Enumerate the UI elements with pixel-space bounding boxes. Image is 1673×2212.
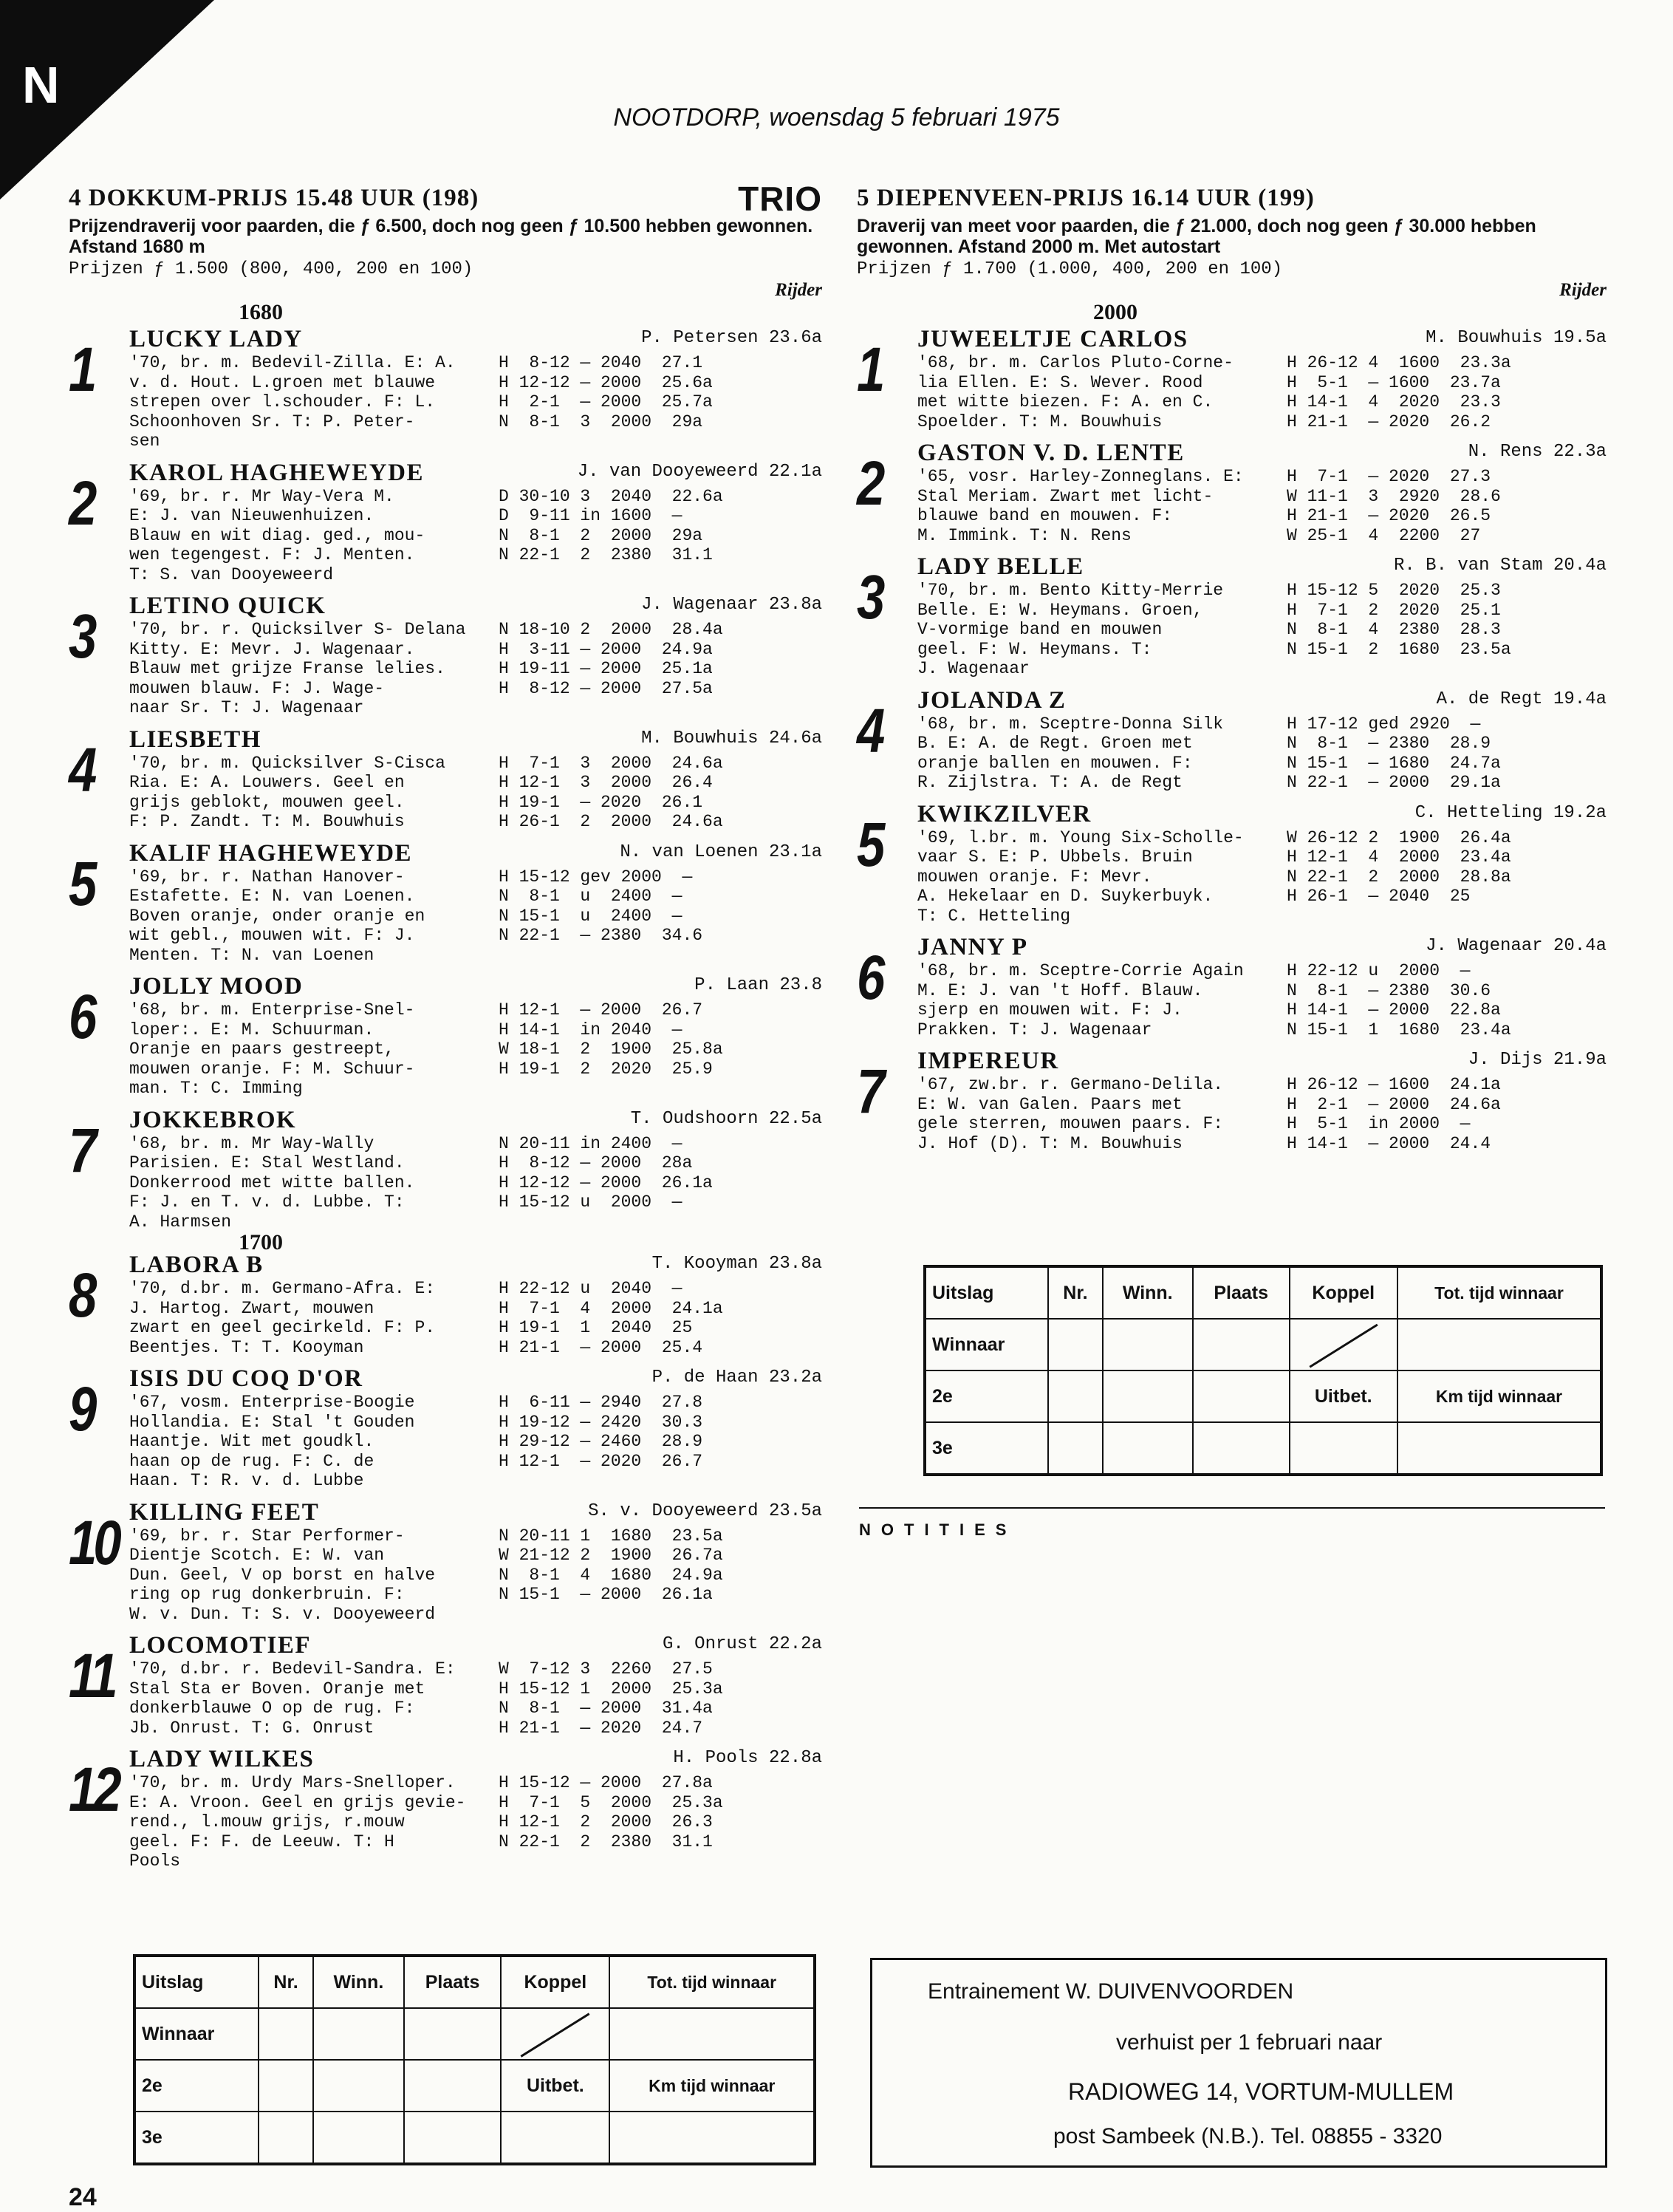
horse-name: LADY BELLE	[917, 553, 1084, 580]
horse-entry	[857, 439, 1607, 545]
horse-results: H 15-12 gev 2000 — N 8-1 u 2400 — N 15-1 u 2400 — N 22-1 — 2380 34.6	[499, 867, 703, 945]
cell	[404, 2112, 501, 2164]
horse-header	[129, 1631, 822, 1659]
horse-header	[129, 459, 822, 487]
horse-name: LABORA B	[129, 1252, 264, 1278]
horse-header	[129, 972, 822, 1000]
header-tot-tijd: Tot. tijd winnaar	[1397, 1266, 1601, 1319]
race-title	[69, 180, 822, 218]
horse-entry	[69, 325, 822, 451]
horse-results: H 7-1 3 2000 24.6a H 12-1 3 2000 26.4 H 19-1 — 2020 26.1 H 26-1 2 2000 24.6a	[499, 753, 723, 831]
horse-description: '69, br. r. Nathan Hanover- Estafette. E: N. van Loenen. Boven oranje, onder oranje en wit gebl., mouwen wit. F: J. Menten. T: N. van Loenen	[129, 867, 425, 965]
horse-number: 3	[857, 562, 882, 632]
horse-results: H 17-12 ged 2920 — N 8-1 — 2380 28.9 N 15-1 — 1680 24.7a N 22-1 — 2000 29.1a	[1287, 714, 1501, 792]
horse-body	[917, 714, 1607, 793]
horse-header	[917, 933, 1607, 961]
result-table-race-5	[923, 1265, 1603, 1476]
horse-rider: S. v. Dooyeweerd 23.5a	[588, 1501, 822, 1521]
horse-description: '70, d.br. m. Germano-Afra. E: J. Hartog. Zwart, mouwen zwart en geel gecirkeld. F: P. Beentjes. T: T. Kooyman	[129, 1279, 436, 1357]
horse-rider: M. Bouwhuis 24.6a	[641, 728, 822, 748]
horse-rider: G. Onrust 22.2a	[662, 1634, 822, 1654]
horse-description: '70, br. r. Quicksilver S- Delana Kitty. E: Mevr. J. Wagenaar. Blauw met grijze Franse lelies. mouwen blauw. F: J. Wage- naar Sr. T: J. Wagenaar	[129, 620, 466, 717]
horse-entry	[857, 800, 1607, 926]
horse-results: D 30-10 3 2040 22.6a D 9-11 in 1600 — N 8-1 2 2000 29a N 22-1 2 2380 31.1	[499, 486, 723, 564]
horse-results: H 26-12 4 1600 23.3a H 5-1 — 1600 23.7a H 14-1 4 2020 23.3 H 21-1 — 2020 26.2	[1287, 353, 1511, 431]
header-plaats: Plaats	[1193, 1266, 1290, 1319]
horse-description: '67, zw.br. r. Germano-Delila. E: W. van Galen. Paars met gele sterren, mouwen paars. F: J. Hof (D). T: M. Bouwhuis	[917, 1075, 1224, 1153]
race-4-column	[69, 180, 822, 1879]
horse-number: 5	[69, 848, 94, 918]
horse-name: IMPEREUR	[917, 1048, 1059, 1074]
horse-header	[129, 1745, 822, 1773]
horse-number: 6	[857, 943, 882, 1012]
uitbet-label: Uitbet.	[501, 2060, 609, 2112]
horse-number: 1	[857, 335, 882, 404]
horse-name: LADY WILKES	[129, 1746, 315, 1772]
race-conditions: Draverij van meet voor paarden, die ƒ 21.000, doch nog geen ƒ 30.000 hebben gewonnen. Afstand 2000 m. Met autostart	[857, 216, 1536, 257]
horse-number: 1	[69, 335, 94, 404]
horse-description: '70, d.br. r. Bedevil-Sandra. E: Stal Sta er Boven. Oranje met donkerblauwe O op de rug. F: Jb. Onrust. T: G. Onrust	[129, 1659, 456, 1738]
horse-results: H 22-12 u 2040 — H 7-1 4 2000 24.1a H 19-1 1 2040 25 H 21-1 — 2000 25.4	[499, 1279, 723, 1357]
horse-description: '68, br. m. Carlos Pluto-Corne- lia Ellen. E: S. Wever. Rood met witte biezen. F: A. en C. Spoelder. T: M. Bouwhuis	[917, 353, 1234, 431]
horse-body	[917, 828, 1607, 926]
horse-number: 2	[69, 468, 94, 538]
horse-header	[129, 1106, 822, 1134]
horse-body	[129, 754, 822, 832]
ad-line-3: RADIOWEG 14, VORTUM-MULLEM	[1068, 2078, 1454, 2105]
header-plaats: Plaats	[404, 1956, 501, 2008]
horse-body	[129, 1134, 822, 1232]
header-tot-tijd: Tot. tijd winnaar	[609, 1956, 815, 2008]
horse-rider: N. Rens 22.3a	[1468, 442, 1607, 462]
horse-description: '67, vosm. Enterprise-Boogie Hollandia. E: Stal 't Gouden Haantje. Wit met goudkl. haan op de rug. F: C. de Haan. T: R. v. d. Lubbe	[129, 1393, 415, 1490]
horse-body	[917, 467, 1607, 545]
section-letter: N	[22, 56, 60, 114]
horse-results: N 18-10 2 2000 28.4a H 3-11 — 2000 24.9a H 19-11 — 2000 25.1a H 8-12 — 2000 27.5a	[499, 620, 723, 698]
row-winnaar: Winnaar	[134, 2008, 259, 2060]
horse-header	[917, 439, 1607, 467]
cell	[1103, 1319, 1193, 1370]
cell	[609, 2112, 815, 2164]
row-3e: 3e	[134, 2112, 259, 2164]
race-prizes: Prijzen ƒ 1.700 (1.000, 400, 200 en 100)	[857, 259, 1283, 279]
horse-body	[129, 867, 822, 966]
horse-entry	[857, 553, 1607, 679]
horse-rider: J. Wagenaar 23.8a	[641, 595, 822, 615]
horse-body	[129, 1773, 822, 1871]
distance-label: 2000	[1093, 300, 1137, 324]
horse-rider: H. Pools 22.8a	[673, 1748, 822, 1768]
horse-rider: J. Wagenaar 20.4a	[1426, 936, 1607, 956]
rijder-label: Rijder	[775, 280, 822, 300]
horse-description: '70, br. m. Urdy Mars-Snelloper. E: A. Vroon. Geel en grijs gevie- rend., l.mouw grijs, r.mouw geel. F: F. de Leeuw. T: H Pools	[129, 1773, 466, 1871]
cell	[313, 2008, 404, 2060]
horse-results: N 20-11 in 2400 — H 8-12 — 2000 28a H 12-12 — 2000 26.1a H 15-12 u 2000 —	[499, 1133, 713, 1212]
horse-rider: P. de Haan 23.2a	[651, 1368, 822, 1387]
horse-name: JANNY P	[917, 934, 1028, 960]
horse-body	[917, 961, 1607, 1040]
horse-list	[857, 325, 1607, 1153]
page-number: 24	[69, 2183, 97, 2211]
header-winn: Winn.	[1103, 1266, 1193, 1319]
race-title	[857, 185, 1607, 216]
horse-header	[129, 1498, 822, 1526]
horse-number: 4	[69, 734, 94, 805]
cell	[1397, 1422, 1601, 1475]
ad-line-1: Entrainement W. DUIVENVOORDEN	[928, 1979, 1294, 2004]
page-header: NOOTDORP, woensdag 5 februari 1975	[613, 103, 1060, 132]
horse-header	[129, 839, 822, 867]
horse-number: 3	[69, 601, 94, 671]
horse-header	[917, 553, 1607, 581]
horse-entry	[857, 1047, 1607, 1153]
row-2e: 2e	[925, 1370, 1048, 1422]
horse-header	[917, 686, 1607, 714]
horse-body	[129, 487, 822, 585]
horse-number: 11	[69, 1641, 114, 1710]
horse-body	[129, 1659, 822, 1738]
race-5-column	[857, 185, 1607, 1161]
horse-results: H 7-1 — 2020 27.3 W 11-1 3 2920 28.6 H 21-1 — 2020 26.5 W 25-1 4 2200 27	[1287, 467, 1501, 545]
notities-label: NOTITIES	[859, 1520, 1017, 1539]
trio-badge: TRIO	[738, 180, 822, 218]
row-winnaar: Winnaar	[925, 1319, 1048, 1370]
horse-name: KILLING FEET	[129, 1498, 320, 1526]
horse-number: 5	[857, 809, 882, 879]
horse-entry	[69, 1106, 822, 1232]
horse-number: 9	[69, 1374, 94, 1444]
horse-name: JOKKEBROK	[129, 1106, 297, 1133]
horse-rider: C. Hetteling 19.2a	[1414, 802, 1607, 823]
cell	[1048, 1370, 1102, 1422]
horse-entry	[69, 972, 822, 1099]
horse-results: H 15-12 — 2000 27.8a H 7-1 5 2000 25.3a H 12-1 2 2000 26.3 N 22-1 2 2380 31.1	[499, 1773, 723, 1851]
horse-description: '65, vosr. Harley-Zonneglans. E: Stal Meriam. Zwart met licht- blauwe band en mouwen. F: M. Immink. T: N. Rens	[917, 467, 1244, 545]
horse-body	[129, 1526, 822, 1625]
horse-description: '70, br. m. Bedevil-Zilla. E: A. v. d. Hout. L.groen met blauwe strepen over l.schouder. F: L. Schoonhoven Sr. T: P. Peter- sen	[129, 353, 456, 451]
horse-body	[129, 353, 822, 451]
cell	[501, 2112, 609, 2164]
cell	[1048, 1319, 1102, 1370]
cell	[1193, 1422, 1290, 1475]
horse-entry	[69, 1631, 822, 1738]
horse-header	[129, 726, 822, 754]
horse-description: '68, br. m. Enterprise-Snel- loper:. E: M. Schuurman. Oranje en paars gestreept, mouwen oranje. F: M. Schuur- man. T: C. Imming	[129, 1000, 415, 1098]
horse-name: LOCOMOTIEF	[129, 1632, 312, 1659]
ad-line-2: verhuist per 1 februari naar	[1116, 2030, 1383, 2055]
header-uitslag: Uitslag	[925, 1266, 1048, 1319]
horse-entry	[69, 459, 822, 585]
horse-results: H 22-12 u 2000 — N 8-1 — 2380 30.6 H 14-1 — 2000 22.8a N 15-1 1 1680 23.4a	[1287, 961, 1511, 1040]
horse-number: 8	[69, 1260, 94, 1330]
horse-name: JOLLY MOOD	[129, 973, 304, 1000]
notities-rule	[859, 1507, 1605, 1509]
cell-crossed	[501, 2008, 609, 2060]
cell	[259, 2008, 313, 2060]
horse-entry	[69, 592, 822, 718]
horse-results: H 15-12 5 2020 25.3 H 7-1 2 2020 25.1 N 8-1 4 2380 28.3 N 15-1 2 1680 23.5a	[1287, 581, 1511, 659]
race-title-text: 5 DIEPENVEEN-PRIJS 16.14 UUR (199)	[857, 185, 1315, 211]
cell	[1290, 1422, 1397, 1475]
cell	[1397, 1319, 1601, 1370]
uitbet-label: Uitbet.	[1290, 1370, 1397, 1422]
horse-body	[129, 1000, 822, 1099]
horse-header	[129, 592, 822, 620]
horse-entry	[69, 726, 822, 832]
horse-name: LIESBETH	[129, 726, 261, 753]
advertisement-box	[870, 1958, 1607, 2168]
horse-name: KAROL HAGHEWEYDE	[129, 459, 424, 486]
horse-body	[129, 620, 822, 718]
result-table-race-4	[133, 1954, 816, 2165]
horse-entry	[69, 1498, 822, 1625]
header-winn: Winn.	[313, 1956, 404, 2008]
horse-results: W 7-12 3 2260 27.5 H 15-12 1 2000 25.3a N 8-1 — 2000 31.4a H 21-1 — 2020 24.7	[499, 1659, 723, 1738]
horse-list	[69, 325, 822, 1871]
horse-name: KALIF HAGHEWEYDE	[129, 839, 413, 867]
horse-number: 2	[857, 448, 882, 518]
horse-rider: R. B. van Stam 20.4a	[1393, 556, 1607, 576]
horse-rider: N. van Loenen 23.1a	[620, 842, 822, 862]
horse-description: '69, br. r. Mr Way-Vera M. E: J. van Nieuwenhuizen. Blauw en wit diag. ged., mou- wen tegengest. F: J. Menten. T: S. van Dooyeweerd	[129, 486, 425, 584]
horse-description: '68, br. m. Sceptre-Corrie Again M. E: J. van 't Hoff. Blauw. sjerp en mouwen wit. F: J. Prakken. T: J. Wagenaar	[917, 961, 1244, 1040]
cell-crossed	[1290, 1319, 1397, 1370]
horse-rider: P. Laan 23.8	[694, 975, 822, 995]
horse-results: H 8-12 — 2040 27.1 H 12-12 — 2000 25.6a H 2-1 — 2000 25.7a N 8-1 3 2000 29a	[499, 353, 713, 431]
horse-body	[129, 1393, 822, 1491]
cell	[404, 2060, 501, 2112]
horse-rider: A. de Regt 19.4a	[1436, 689, 1607, 709]
horse-entry	[69, 839, 822, 966]
horse-description: '69, l.br. m. Young Six-Scholle- vaar S. E: P. Ubbels. Bruin mouwen oranje. F: Mevr. A. Hekelaar en D. Suykerbuyk. T: C. Hetteling	[917, 827, 1244, 926]
row-3e: 3e	[925, 1422, 1048, 1475]
header-nr: Nr.	[1048, 1266, 1102, 1319]
horse-body	[129, 1279, 822, 1357]
km-tijd-label: Km tijd winnaar	[1397, 1370, 1601, 1422]
horse-description: '70, br. m. Quicksilver S-Cisca Ria. E: A. Louwers. Geel en grijs geblokt, mouwen geel. F: P. Zandt. T: M. Bouwhuis	[129, 753, 445, 831]
horse-header	[917, 325, 1607, 353]
horse-body	[917, 1075, 1607, 1153]
cell	[259, 2112, 313, 2164]
horse-number: 4	[857, 695, 882, 765]
cell	[1103, 1422, 1193, 1475]
horse-body	[917, 353, 1607, 431]
cell	[313, 2112, 404, 2164]
header-uitslag: Uitslag	[134, 1956, 259, 2008]
race-prizes: Prijzen ƒ 1.500 (800, 400, 200 en 100)	[69, 259, 473, 279]
horse-rider: P. Petersen 23.6a	[641, 328, 822, 348]
horse-header	[129, 1365, 822, 1393]
horse-body	[917, 581, 1607, 679]
horse-results: N 20-11 1 1680 23.5a W 21-12 2 1900 26.7a N 8-1 4 1680 24.9a N 15-1 — 2000 26.1a	[499, 1526, 723, 1604]
horse-entry	[69, 1745, 822, 1871]
distance-label: 1680	[239, 300, 283, 324]
horse-header	[129, 325, 822, 353]
cell	[1193, 1319, 1290, 1370]
horse-results: H 12-1 — 2000 26.7 H 14-1 in 2040 — W 18-1 2 1900 25.8a H 19-1 2 2020 25.9	[499, 1000, 723, 1079]
row-2e: 2e	[134, 2060, 259, 2112]
horse-entry	[857, 325, 1607, 431]
horse-header	[917, 1047, 1607, 1075]
horse-results: W 26-12 2 1900 26.4a H 12-1 4 2000 23.4a N 22-1 2 2000 28.8a H 26-1 — 2040 25	[1287, 827, 1511, 906]
horse-name: LUCKY LADY	[129, 326, 303, 352]
distance-label: 1700	[239, 1230, 283, 1255]
horse-header	[129, 1251, 822, 1279]
horse-name: JOLANDA Z	[917, 686, 1067, 714]
horse-entry	[69, 1365, 822, 1491]
horse-description: '70, br. m. Bento Kitty-Merrie Belle. E: W. Heymans. Groen, V-vormige band en mouwen geel. F: W. Heymans. T: J. Wagenaar	[917, 581, 1224, 678]
horse-number: 7	[857, 1056, 882, 1126]
cell	[609, 2008, 815, 2060]
horse-description: '68, br. m. Sceptre-Donna Silk B. E: A. de Regt. Groen met oranje ballen en mouwen. F: R. Zijlstra. T: A. de Regt	[917, 714, 1224, 792]
horse-results: H 26-12 — 1600 24.1a H 2-1 — 2000 24.6a H 5-1 in 2000 — H 14-1 — 2000 24.4	[1287, 1075, 1501, 1153]
cell	[1193, 1370, 1290, 1422]
horse-name: JUWEELTJE CARLOS	[917, 326, 1188, 352]
cell	[404, 2008, 501, 2060]
horse-name: GASTON V. D. LENTE	[917, 440, 1185, 466]
horse-entry	[857, 933, 1607, 1040]
ad-line-4: post Sambeek (N.B.). Tel. 08855 - 3320	[1053, 2124, 1443, 2148]
horse-description: '69, br. r. Star Performer- Dientje Scotch. E: W. van Dun. Geel, V op borst en halve ring op rug donkerbruin. F: W. v. Dun. T: S. v. Dooyeweerd	[129, 1526, 436, 1624]
horse-description: '68, br. m. Mr Way-Wally Parisien. E: Stal Westland. Donkerrood met witte ballen. F: J. en T. v. d. Lubbe. T: A. Harmsen	[129, 1133, 415, 1232]
horse-name: LETINO QUICK	[129, 593, 326, 619]
horse-rider: T. Oudshoorn 22.5a	[630, 1108, 822, 1129]
horse-entry	[857, 686, 1607, 793]
horse-rider: J. Dijs 21.9a	[1468, 1050, 1607, 1070]
horse-number: 10	[69, 1507, 118, 1577]
header-nr: Nr.	[259, 1956, 313, 2008]
horse-number: 7	[69, 1115, 94, 1185]
cell	[1103, 1370, 1193, 1422]
horse-rider: J. van Dooyeweerd 22.1a	[577, 461, 822, 482]
header-koppel: Koppel	[501, 1956, 609, 2008]
cell	[1048, 1422, 1102, 1475]
horse-number: 6	[69, 982, 94, 1051]
cell	[259, 2060, 313, 2112]
km-tijd-label: Km tijd winnaar	[609, 2060, 815, 2112]
horse-number: 12	[69, 1755, 118, 1824]
race-conditions: Prijzendraverij voor paarden, die ƒ 6.500, doch nog geen ƒ 10.500 hebben gewonnen. Afstand 1680 m	[69, 216, 813, 257]
horse-name: KWIKZILVER	[917, 800, 1092, 827]
rijder-label: Rijder	[1559, 280, 1607, 300]
horse-header	[917, 800, 1607, 828]
race-title-text: 4 DOKKUM-PRIJS 15.48 UUR (198)	[69, 185, 479, 211]
horse-rider: T. Kooyman 23.8a	[651, 1254, 822, 1274]
horse-name: ISIS DU COQ D'OR	[129, 1365, 363, 1392]
header-koppel: Koppel	[1290, 1266, 1397, 1319]
horse-results: H 6-11 — 2940 27.8 H 19-12 — 2420 30.3 H 29-12 — 2460 28.9 H 12-1 — 2020 26.7	[499, 1393, 703, 1471]
horse-rider: M. Bouwhuis 19.5a	[1426, 328, 1607, 348]
cell	[313, 2060, 404, 2112]
horse-entry	[69, 1251, 822, 1357]
